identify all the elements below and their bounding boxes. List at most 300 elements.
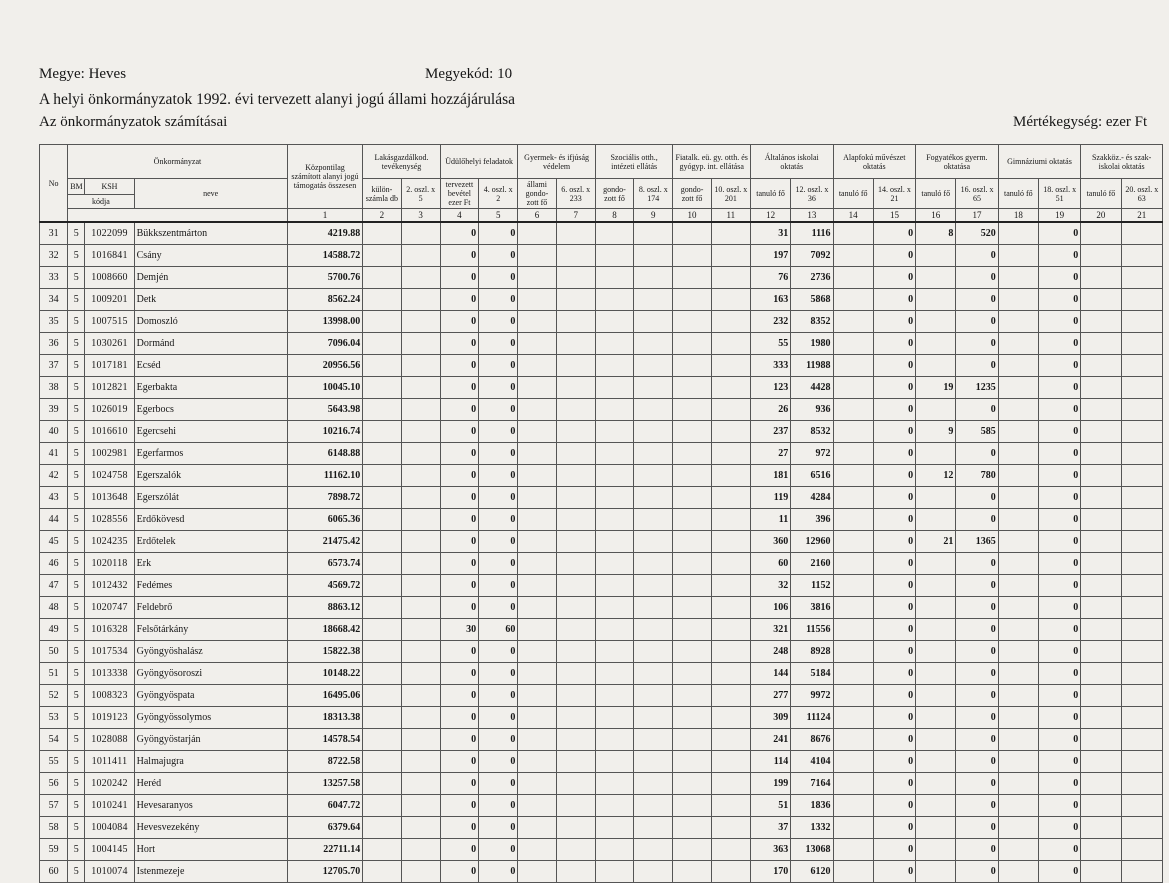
cell-ksh: 1017181 — [85, 355, 134, 377]
cell-c19: 0 — [1038, 795, 1080, 817]
cell-c11 — [711, 465, 750, 487]
cell-c12: 60 — [750, 553, 790, 575]
cell-c4: 0 — [440, 707, 478, 729]
cell-c14 — [833, 487, 873, 509]
cell-c5: 0 — [479, 817, 518, 839]
cell-c15: 0 — [873, 729, 915, 751]
cell-c2 — [363, 817, 401, 839]
cell-c5: 0 — [479, 355, 518, 377]
cell-c11 — [711, 817, 750, 839]
cell-ksh: 1017534 — [85, 641, 134, 663]
cell-c18 — [998, 267, 1038, 289]
cell-c13: 11988 — [791, 355, 833, 377]
cell-c13: 6120 — [791, 861, 833, 883]
cell-name: Egerbocs — [134, 399, 287, 421]
cell-c12: 119 — [750, 487, 790, 509]
cell-c14 — [833, 641, 873, 663]
table-row — [40, 773, 1163, 795]
cell-c11 — [711, 487, 750, 509]
cell-total: 10148.22 — [287, 663, 363, 685]
cell-c18 — [998, 289, 1038, 311]
cell-c4: 0 — [440, 663, 478, 685]
cell-c7 — [556, 707, 595, 729]
cell-c5: 0 — [479, 443, 518, 465]
cell-c6 — [518, 663, 556, 685]
cell-c14 — [833, 267, 873, 289]
cell-name: Hevesaranyos — [134, 795, 287, 817]
cell-c6 — [518, 245, 556, 267]
cell-ksh: 1013338 — [85, 663, 134, 685]
cell-no: 53 — [40, 707, 68, 729]
cell-c16: 9 — [916, 421, 956, 443]
cell-c21 — [1121, 773, 1162, 795]
cell-name: Istenmezeje — [134, 861, 287, 883]
cell-c2 — [363, 707, 401, 729]
cell-c16 — [916, 575, 956, 597]
cell-c15: 0 — [873, 289, 915, 311]
cell-c2 — [363, 553, 401, 575]
cell-c6 — [518, 839, 556, 861]
cell-c5: 0 — [479, 773, 518, 795]
cell-ksh: 1010241 — [85, 795, 134, 817]
cell-c5: 0 — [479, 267, 518, 289]
sub-header-2: 2. oszl. x 5 — [401, 179, 440, 209]
cell-total: 18313.38 — [287, 707, 363, 729]
cell-c3 — [401, 377, 440, 399]
cell-c8 — [595, 443, 633, 465]
cell-c14 — [833, 311, 873, 333]
cell-c5: 60 — [479, 619, 518, 641]
cell-c6 — [518, 751, 556, 773]
cell-c4: 0 — [440, 839, 478, 861]
cell-c3 — [401, 597, 440, 619]
col-header-ksh: KSH — [85, 179, 134, 195]
cell-c11 — [711, 311, 750, 333]
sub-header-18: 18. oszl. x 51 — [1038, 179, 1080, 209]
cell-no: 57 — [40, 795, 68, 817]
cell-bm: 5 — [68, 487, 85, 509]
cell-c13: 8928 — [791, 641, 833, 663]
col-header-kodja: kódja — [68, 195, 134, 209]
cell-c9 — [634, 509, 673, 531]
cell-c8 — [595, 333, 633, 355]
cell-ksh: 1008660 — [85, 267, 134, 289]
colnum: 20 — [1081, 209, 1121, 223]
cell-c18 — [998, 333, 1038, 355]
table-row — [40, 575, 1163, 597]
cell-c15: 0 — [873, 839, 915, 861]
cell-c11 — [711, 751, 750, 773]
cell-c16 — [916, 663, 956, 685]
cell-c16 — [916, 267, 956, 289]
col-header-bm: BM — [68, 179, 85, 195]
cell-c12: 199 — [750, 773, 790, 795]
cell-c20 — [1081, 267, 1121, 289]
cell-total: 8863.12 — [287, 597, 363, 619]
table-row — [40, 267, 1163, 289]
cell-c7 — [556, 751, 595, 773]
cell-c2 — [363, 509, 401, 531]
cell-c8 — [595, 311, 633, 333]
cell-c21 — [1121, 289, 1162, 311]
cell-c11 — [711, 222, 750, 245]
cell-total: 18668.42 — [287, 619, 363, 641]
cell-c4: 0 — [440, 773, 478, 795]
cell-c6 — [518, 531, 556, 553]
cell-c12: 232 — [750, 311, 790, 333]
cell-c20 — [1081, 861, 1121, 883]
cell-c19: 0 — [1038, 377, 1080, 399]
sub-header-14: 14. oszl. x 21 — [873, 179, 915, 209]
cell-name: Dormánd — [134, 333, 287, 355]
cell-no: 34 — [40, 289, 68, 311]
cell-c14 — [833, 222, 873, 245]
cell-c18 — [998, 355, 1038, 377]
cell-c18 — [998, 663, 1038, 685]
cell-c6 — [518, 399, 556, 421]
cell-c11 — [711, 267, 750, 289]
cell-c20 — [1081, 795, 1121, 817]
cell-c20 — [1081, 839, 1121, 861]
cell-no: 54 — [40, 729, 68, 751]
cell-c18 — [998, 619, 1038, 641]
cell-bm: 5 — [68, 311, 85, 333]
cell-no: 56 — [40, 773, 68, 795]
colnum: 7 — [556, 209, 595, 223]
cell-bm: 5 — [68, 685, 85, 707]
cell-c15: 0 — [873, 861, 915, 883]
cell-c19: 0 — [1038, 817, 1080, 839]
cell-c17: 0 — [956, 597, 998, 619]
col-header-onkormanyzat: Önkormányzat — [68, 145, 288, 179]
cell-name: Egerszólát — [134, 487, 287, 509]
cell-c15: 0 — [873, 685, 915, 707]
cell-c3 — [401, 289, 440, 311]
cell-c3 — [401, 509, 440, 531]
cell-c5: 0 — [479, 861, 518, 883]
sub-header-10: 10. oszl. x 201 — [711, 179, 750, 209]
cell-c18 — [998, 795, 1038, 817]
cell-c6 — [518, 289, 556, 311]
cell-c13: 1836 — [791, 795, 833, 817]
cell-c18 — [998, 531, 1038, 553]
cell-c10 — [673, 641, 711, 663]
table-row — [40, 443, 1163, 465]
table-row — [40, 597, 1163, 619]
cell-c3 — [401, 663, 440, 685]
cell-c3 — [401, 222, 440, 245]
cell-c15: 0 — [873, 222, 915, 245]
cell-c14 — [833, 443, 873, 465]
cell-c14 — [833, 333, 873, 355]
sub-header-9: gondo- zott fő — [673, 179, 711, 209]
cell-c5: 0 — [479, 795, 518, 817]
cell-c7 — [556, 553, 595, 575]
cell-name: Demjén — [134, 267, 287, 289]
cell-c6 — [518, 377, 556, 399]
cell-c13: 11124 — [791, 707, 833, 729]
cell-c11 — [711, 707, 750, 729]
cell-c12: 26 — [750, 399, 790, 421]
cell-c7 — [556, 685, 595, 707]
cell-c17: 0 — [956, 663, 998, 685]
cell-bm: 5 — [68, 531, 85, 553]
cell-total: 10216.74 — [287, 421, 363, 443]
sub-header-5: állami gondo- zott fő — [518, 179, 556, 209]
cell-ksh: 1013648 — [85, 487, 134, 509]
cell-c2 — [363, 773, 401, 795]
colnum: 11 — [711, 209, 750, 223]
cell-c10 — [673, 443, 711, 465]
cell-c2 — [363, 222, 401, 245]
cell-c3 — [401, 619, 440, 641]
cell-c5: 0 — [479, 685, 518, 707]
cell-c15: 0 — [873, 553, 915, 575]
cell-c3 — [401, 839, 440, 861]
cell-c6 — [518, 553, 556, 575]
cell-c15: 0 — [873, 773, 915, 795]
cell-ksh: 1016328 — [85, 619, 134, 641]
cell-c6 — [518, 222, 556, 245]
cell-c8 — [595, 399, 633, 421]
cell-c11 — [711, 355, 750, 377]
cell-c18 — [998, 575, 1038, 597]
cell-c19: 0 — [1038, 575, 1080, 597]
cell-c4: 0 — [440, 245, 478, 267]
cell-c20 — [1081, 817, 1121, 839]
cell-c11 — [711, 531, 750, 553]
cell-name: Ecséd — [134, 355, 287, 377]
cell-c15: 0 — [873, 333, 915, 355]
cell-c17: 0 — [956, 487, 998, 509]
cell-c11 — [711, 663, 750, 685]
cell-c8 — [595, 575, 633, 597]
cell-name: Erdőtelek — [134, 531, 287, 553]
cell-c17: 585 — [956, 421, 998, 443]
cell-no: 58 — [40, 817, 68, 839]
cell-c17: 0 — [956, 509, 998, 531]
cell-c4: 0 — [440, 421, 478, 443]
cell-c18 — [998, 443, 1038, 465]
cell-c6 — [518, 619, 556, 641]
cell-c3 — [401, 817, 440, 839]
cell-c3 — [401, 355, 440, 377]
cell-c20 — [1081, 377, 1121, 399]
cell-c17: 0 — [956, 641, 998, 663]
cell-c15: 0 — [873, 641, 915, 663]
cell-c18 — [998, 861, 1038, 883]
table-row — [40, 861, 1163, 883]
cell-c6 — [518, 575, 556, 597]
cell-c11 — [711, 333, 750, 355]
cell-c21 — [1121, 597, 1162, 619]
cell-c20 — [1081, 641, 1121, 663]
cell-c7 — [556, 355, 595, 377]
colnum: 6 — [518, 209, 556, 223]
cell-c10 — [673, 817, 711, 839]
cell-no: 48 — [40, 597, 68, 619]
cell-c20 — [1081, 663, 1121, 685]
cell-c10 — [673, 619, 711, 641]
cell-no: 52 — [40, 685, 68, 707]
group-header-fiatalk: Fiatalk. eü. gy. otth. és gyógyp. int. ellátása — [673, 145, 751, 179]
cell-c10 — [673, 663, 711, 685]
cell-no: 49 — [40, 619, 68, 641]
cell-total: 8562.24 — [287, 289, 363, 311]
cell-c13: 8352 — [791, 311, 833, 333]
cell-c3 — [401, 245, 440, 267]
cell-c17: 0 — [956, 333, 998, 355]
cell-ksh: 1019123 — [85, 707, 134, 729]
cell-c12: 237 — [750, 421, 790, 443]
cell-c10 — [673, 355, 711, 377]
cell-c11 — [711, 443, 750, 465]
cell-ksh: 1002981 — [85, 443, 134, 465]
cell-c15: 0 — [873, 311, 915, 333]
group-header-lakas: Lakásgazdálkod. tevékenység — [363, 145, 441, 179]
cell-bm: 5 — [68, 267, 85, 289]
cell-c3 — [401, 465, 440, 487]
cell-c9 — [634, 817, 673, 839]
cell-c19: 0 — [1038, 773, 1080, 795]
cell-c13: 1152 — [791, 575, 833, 597]
cell-name: Bükkszentmárton — [134, 222, 287, 245]
cell-bm: 5 — [68, 773, 85, 795]
cell-c10 — [673, 333, 711, 355]
cell-total: 6148.88 — [287, 443, 363, 465]
cell-c14 — [833, 289, 873, 311]
cell-c17: 0 — [956, 619, 998, 641]
cell-c18 — [998, 817, 1038, 839]
cell-c6 — [518, 465, 556, 487]
cell-c7 — [556, 641, 595, 663]
cell-ksh: 1024235 — [85, 531, 134, 553]
cell-no: 31 — [40, 222, 68, 245]
colnum: 16 — [916, 209, 956, 223]
cell-total: 6573.74 — [287, 553, 363, 575]
cell-c6 — [518, 355, 556, 377]
cell-c17: 0 — [956, 795, 998, 817]
cell-c13: 7164 — [791, 773, 833, 795]
cell-c7 — [556, 531, 595, 553]
cell-c21 — [1121, 751, 1162, 773]
table-row — [40, 707, 1163, 729]
cell-c10 — [673, 839, 711, 861]
cell-c18 — [998, 839, 1038, 861]
cell-c15: 0 — [873, 663, 915, 685]
cell-c2 — [363, 751, 401, 773]
cell-c19: 0 — [1038, 267, 1080, 289]
cell-c2 — [363, 685, 401, 707]
cell-ksh: 1012821 — [85, 377, 134, 399]
cell-c20 — [1081, 707, 1121, 729]
cell-c9 — [634, 355, 673, 377]
cell-total: 22711.14 — [287, 839, 363, 861]
cell-c2 — [363, 729, 401, 751]
cell-total: 12705.70 — [287, 861, 363, 883]
cell-c17: 0 — [956, 707, 998, 729]
cell-c14 — [833, 509, 873, 531]
cell-c6 — [518, 729, 556, 751]
cell-c2 — [363, 619, 401, 641]
cell-c19: 0 — [1038, 245, 1080, 267]
cell-ksh: 1020118 — [85, 553, 134, 575]
cell-c9 — [634, 267, 673, 289]
cell-no: 33 — [40, 267, 68, 289]
cell-c16 — [916, 641, 956, 663]
cell-c18 — [998, 685, 1038, 707]
sub-header-13: tanuló fő — [833, 179, 873, 209]
cell-c14 — [833, 399, 873, 421]
cell-c21 — [1121, 399, 1162, 421]
cell-c17: 0 — [956, 861, 998, 883]
table-row — [40, 399, 1163, 421]
cell-c8 — [595, 509, 633, 531]
cell-c14 — [833, 575, 873, 597]
cell-c21 — [1121, 575, 1162, 597]
cell-name: Halmajugra — [134, 751, 287, 773]
cell-c10 — [673, 729, 711, 751]
cell-c6 — [518, 817, 556, 839]
cell-c5: 0 — [479, 839, 518, 861]
cell-c2 — [363, 487, 401, 509]
cell-c16 — [916, 355, 956, 377]
cell-c16: 8 — [916, 222, 956, 245]
sub-header-11: tanuló fő — [750, 179, 790, 209]
cell-c2 — [363, 597, 401, 619]
cell-c3 — [401, 553, 440, 575]
cell-c21 — [1121, 641, 1162, 663]
cell-c21 — [1121, 311, 1162, 333]
sub-header-17: tanuló fő — [998, 179, 1038, 209]
cell-c11 — [711, 575, 750, 597]
cell-c8 — [595, 817, 633, 839]
cell-c12: 360 — [750, 531, 790, 553]
table-row — [40, 817, 1163, 839]
cell-c6 — [518, 443, 556, 465]
cell-c19: 0 — [1038, 685, 1080, 707]
cell-c2 — [363, 641, 401, 663]
colnum: 2 — [363, 209, 401, 223]
cell-c8 — [595, 289, 633, 311]
cell-c7 — [556, 267, 595, 289]
table-row — [40, 663, 1163, 685]
cell-c12: 31 — [750, 222, 790, 245]
cell-c8 — [595, 861, 633, 883]
cell-c8 — [595, 531, 633, 553]
cell-c16 — [916, 509, 956, 531]
table-row — [40, 465, 1163, 487]
cell-c9 — [634, 333, 673, 355]
cell-c7 — [556, 222, 595, 245]
cell-c7 — [556, 597, 595, 619]
cell-c5: 0 — [479, 575, 518, 597]
cell-c19: 0 — [1038, 729, 1080, 751]
cell-name: Erk — [134, 553, 287, 575]
cell-c7 — [556, 729, 595, 751]
colnum: 4 — [440, 209, 478, 223]
cell-c2 — [363, 355, 401, 377]
cell-c11 — [711, 839, 750, 861]
cell-c15: 0 — [873, 245, 915, 267]
cell-c9 — [634, 531, 673, 553]
cell-c20 — [1081, 443, 1121, 465]
cell-total: 10045.10 — [287, 377, 363, 399]
cell-c15: 0 — [873, 619, 915, 641]
cell-c8 — [595, 773, 633, 795]
cell-c10 — [673, 685, 711, 707]
cell-c20 — [1081, 465, 1121, 487]
